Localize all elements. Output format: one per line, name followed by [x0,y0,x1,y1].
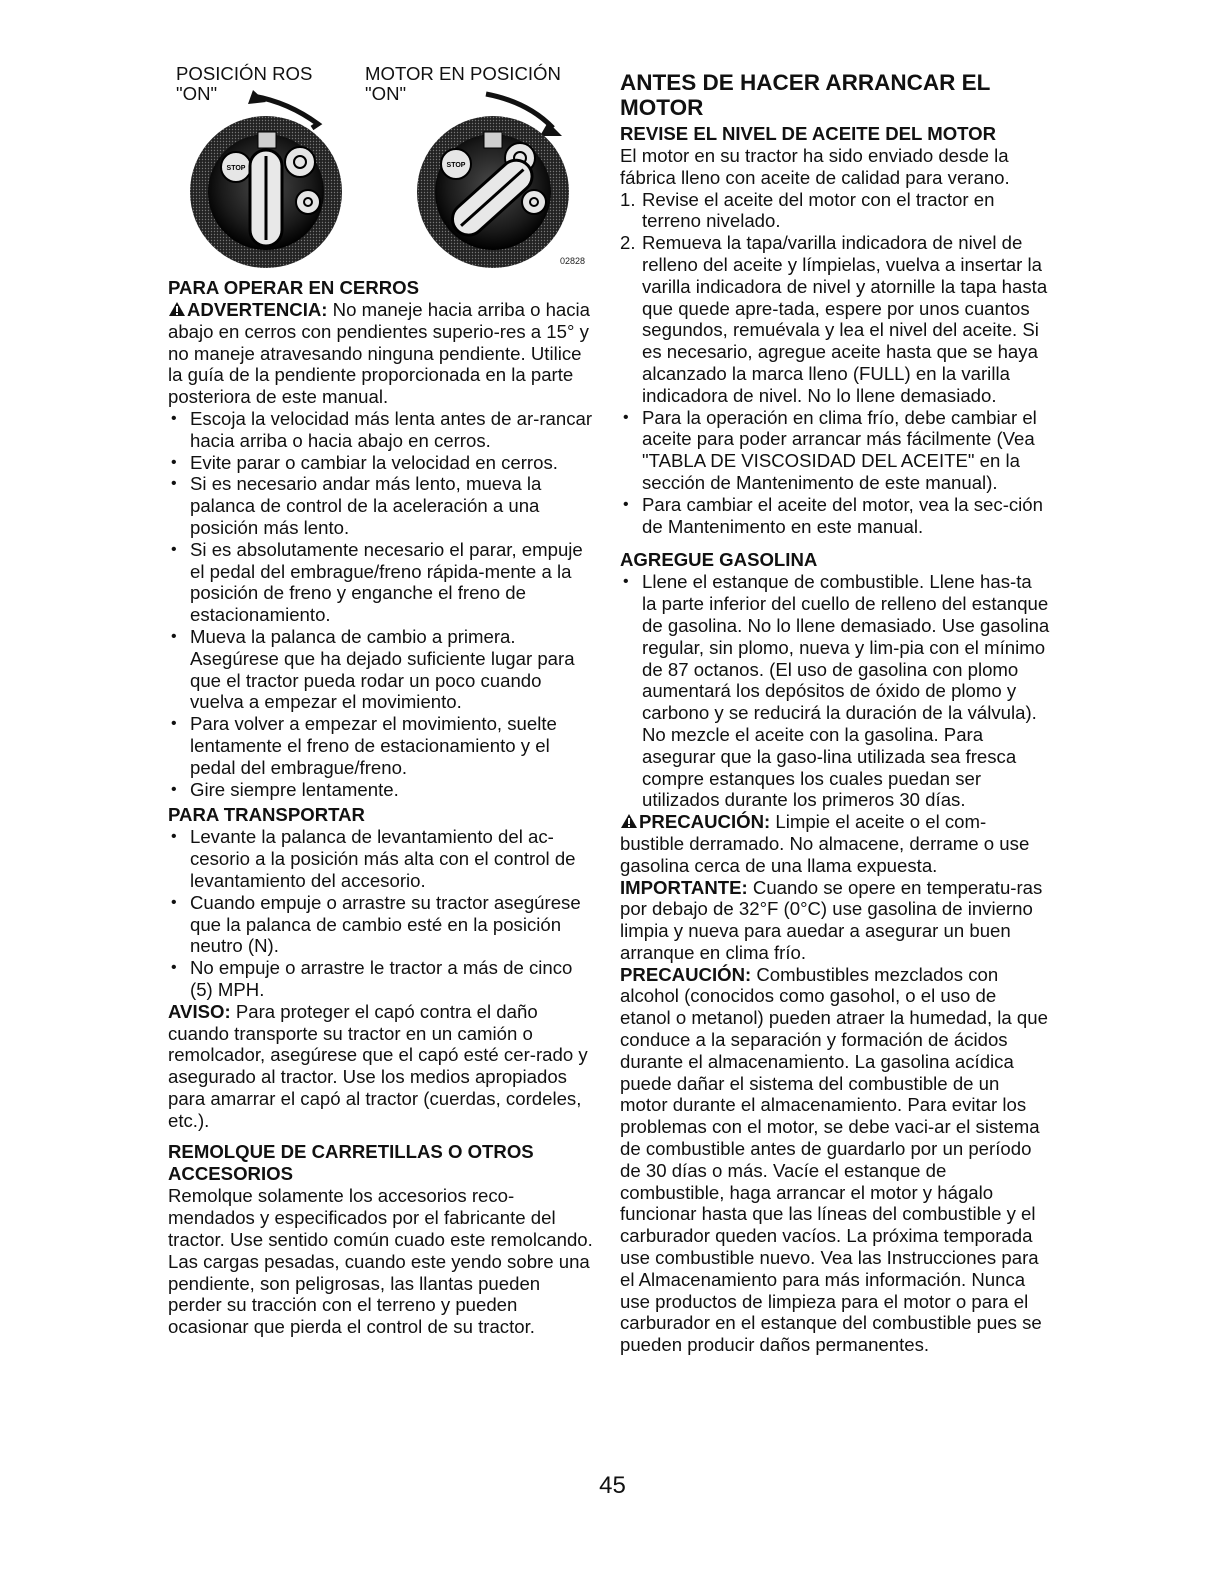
notice-text: Para proteger el capó contra el daño cuando transporte su tractor en un camión o remolcador, asegúrese que el capó esté cer-rado y asegurado al tractor. Use los medios apropiados para amarrar el capó al tractor (cuerdas, cordeles, etc.). [168,1000,588,1131]
figure-label-left-line1: POSICIÓN ROS [176,63,313,84]
transport-bullet-list [168,826,596,1000]
hills-warning-lead: ADVERTENCIA: [168,299,328,320]
fuel-bullet-list [620,571,1050,811]
caution-text: Limpie el aceite o el com-bustible derramado. No almacene, derrame o use gasolina cerca de una llama expuesta. [620,811,1030,876]
step-number: 1. [620,188,636,210]
oil-heading: REVISE EL NIVEL DE ACEITE DEL MOTOR [620,123,997,144]
list-item: • Si es necesario andar más lento, mueva la palanca de control de la aceleración a una posición más lento. [168,473,596,538]
list-item: • Mueva la palanca de cambio a primera. Asegúrese que ha dejado suficiente lugar para que el tractor pueda rodar un poco cuando vuelva a empezar el movimiento. [168,626,596,713]
warning-triangle-icon [168,301,186,317]
list-item [620,232,1050,406]
key-left-stop-text: STOP [226,165,246,172]
notice-paragraph [168,1001,596,1132]
list-item: • Si es absolutamente necesario el parar, empuje el pedal del embrague/freno rápida-mente a la posición de freno y enganche el freno de estacionamiento. [168,539,596,626]
list-item: • Evite parar o cambiar la velocidad en cerros. [168,452,596,474]
figure-label-right-line2: "ON" [365,83,407,104]
figure-label-right-line1: MOTOR EN POSICIÓN [365,63,561,84]
step-text: Remueva la tapa/varilla indicadora de nivel de relleno del aceite y límpielas, vuelva a insertar la varilla indicadora de nivel y atornille la tapa hasta que quede apre-tada, espere por unos cuantos segundos, remuévala y lea el nivel del aceite. Si es necesario, agregue aceite hasta que se haya alcanzado la marca lleno (FULL) en la varilla indicadora de nivel. No lo llene demasiado. [642,232,1048,406]
caution-paragraph [620,811,1050,876]
transport-heading: PARA TRANSPORTAR [168,804,365,826]
list-item: • No empuje o arrastre le tractor a más de cinco (5) MPH. [168,957,596,1001]
important-text: Cuando se opere en temperatu-ras por debajo de 32°F (0°C) use gasolina de invierno limpia y nueva para auedar a asegurar un buen arranque en clima frío. [620,876,1043,963]
caution2-lead: PRECAUCIÓN: [620,963,752,985]
oil-bullet-list [620,407,1050,538]
list-item: • Para cambiar el aceite del motor, vea la sec-ción de Mantenimento en este manual. [620,494,1050,538]
hills-heading: PARA OPERAR EN CERROS [168,277,420,298]
caution-lead: PRECAUCIÓN: [620,811,770,832]
list-item: • Gire siempre lentamente. [168,779,596,801]
important-paragraph [620,877,1050,964]
figure-label-left-line2: "ON" [176,83,218,104]
towing-paragraph: Remolque solamente los accesorios reco-mendados y especificados por el fabricante del tractor. Use sentido común cuado este remolcando. Las cargas pesadas, cuando este yendo sobre una pendiente, son peligrosas, las llantas pueden perder su tracción con el terreno y pueden ocasionar que pierda el control de su tractor. [168,1185,593,1338]
ignition-switch-right [417,94,585,268]
ignition-figure [168,62,588,277]
list-item: • Escoja la velocidad más lenta antes de ar-rancar hacia arriba o hacia abajo en cerros. [168,408,596,452]
hills-warning [168,299,596,408]
caution2-text: Combustibles mezclados con alcohol (conocidos como gasohol, o el uso de etanol o metanol) pueden atraer la humedad, la que conduce a la separación y formación de ácidos durante el almacenamiento. La gasolina acídica puede dañar el sistema del combustible de un motor durante el almacenamiento. Para evitar los problemas con el motor, se debe vaci-ar el sistema de combustible antes de guardarlo por un período de 30 días o más. Vacíe el estanque de combustible, haga arrancar el motor y hágalo funcionar hasta que las líneas del combustible y el carburador queden vacíos. La próxima temporada use combustible nuevo. Vea las Instrucciones para el Almacenamiento para más información. Nunca use productos de limpieza para el motor o para el carburador en el estanque del combustible pues se pueden producir daños permanentes. [620,963,1048,1356]
caution2-paragraph [620,964,1050,1356]
hills-warning-text: No maneje hacia arriba o hacia abajo en cerros con pendientes superio-res a 15° y no maneje atravesando ninguna pendiente. Utilice la guía de la pendiente proporcionada en la parte posteriora de este manual. [168,299,591,408]
list-item: • Cuando empuje o arrastre su tractor asegúrese que la palanca de cambio esté en la posición neutro (N). [168,892,596,957]
list-item: • Para la operación en clima frío, debe cambiar el aceite para poder arrancar más fácilmente (Vea "TABLA DE VISCOSIDAD DEL ACEITE" en la sección de Mantenimento de este manual). [620,407,1050,494]
ignition-switch-illustration [168,62,588,277]
right-column [620,70,1050,1356]
list-item [620,189,1050,233]
ignition-switch-left [190,90,342,268]
notice-lead: AVISO: [168,1000,231,1022]
fuel-heading: AGREGUE GASOLINA [620,549,818,571]
page-number: 45 [599,1472,626,1499]
important-lead: IMPORTANTE: [620,876,748,898]
step-text: Revise el aceite del motor con el tractor en terreno nivelado. [642,188,995,232]
figure-code: 02828 [560,256,586,266]
list-item: • Levante la palanca de levantamiento del ac-cesorio a la posición más alta con el control de levantamiento del accesorio. [168,826,596,891]
hills-bullet-list [168,408,596,800]
main-heading: ANTES DE HACER ARRANCAR EL MOTOR [620,70,991,120]
list-item: • Llene el estanque de combustible. Llene has-ta la parte inferior del cuello de relleno del estanque de gasolina. No lo llene demasiado. Use gasolina regular, sin plomo, nueva y lim-pia con el mínimo de 87 octanos. (El uso de gasolina con plomo aumentará los depósitos de óxido de plomo y carbono y se reducirá la duración de la válvula). No mezcle el aceite con la gasolina. Para asegurar que la gaso-lina utilizada sea fresca compre estanques los cuales puedan ser utilizados durante los primeros 30 días. [620,571,1050,811]
oil-intro: El motor en su tractor ha sido enviado desde la fábrica lleno con aceite de calidad para verano. [620,145,1010,188]
left-column [168,277,596,1338]
oil-steps-list [620,189,1050,407]
warning-triangle-icon [620,813,638,829]
list-item: • Para volver a empezar el movimiento, suelte lentamente el freno de estacionamiento y el pedal del embrague/freno. [168,713,596,778]
step-number: 2. [620,232,636,254]
key-right-stop-text: STOP [446,162,466,169]
towing-heading: REMOLQUE DE CARRETILLAS O OTROS ACCESORIOS [168,1141,534,1185]
